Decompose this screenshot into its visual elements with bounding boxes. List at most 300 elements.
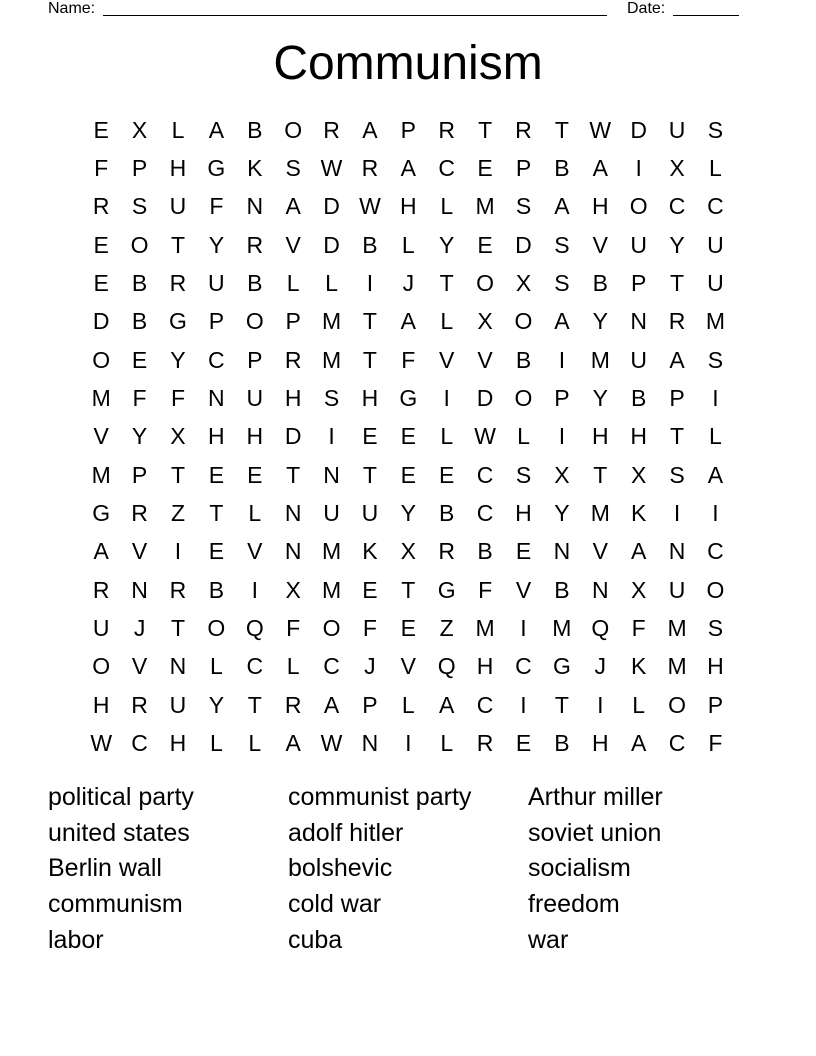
grid-letter: D	[476, 385, 494, 412]
grid-letter: Y	[592, 308, 608, 335]
word-list-item: communist party	[288, 783, 472, 811]
grid-letter: M	[475, 193, 495, 220]
grid-letter: S	[707, 615, 724, 642]
grid-letter: T	[286, 461, 301, 488]
grid-letter: L	[440, 730, 454, 757]
grid-letter: A	[362, 116, 378, 143]
word-list-item: labor	[48, 925, 104, 954]
grid-letter: S	[554, 270, 570, 297]
grid-letter: A	[323, 691, 340, 718]
grid-letter: A	[630, 538, 647, 565]
grid-letter: M	[552, 615, 572, 642]
grid-letter: B	[208, 576, 225, 603]
grid-letter: R	[323, 116, 340, 143]
grid-letter: H	[169, 155, 187, 182]
grid-letter: O	[514, 385, 533, 412]
grid-letter: I	[558, 346, 566, 373]
grid-letter: A	[208, 116, 225, 143]
grid-letter: N	[553, 538, 571, 565]
grid-letter: Y	[554, 500, 570, 527]
grid-letter: O	[207, 615, 226, 642]
word-list-item: soviet union	[528, 818, 662, 847]
word-list-item: adolf hitler	[288, 818, 404, 847]
grid-letter: Y	[592, 385, 608, 412]
grid-letter: N	[668, 538, 686, 565]
grid-letter: B	[247, 116, 263, 143]
grid-letter: L	[286, 653, 300, 680]
grid-letter: G	[552, 653, 571, 680]
word-list-item: political party	[48, 783, 194, 811]
grid-letter: B	[554, 576, 570, 603]
grid-letter: E	[400, 461, 416, 488]
grid-letter: F	[94, 155, 109, 182]
grid-letter: F	[631, 615, 646, 642]
grid-letter: U	[169, 193, 187, 220]
letter-grid	[82, 111, 735, 763]
grid-letter: W	[474, 423, 496, 450]
grid-letter: P	[669, 385, 685, 412]
grid-letter: C	[131, 730, 148, 757]
grid-letter: P	[400, 116, 416, 143]
grid-letter: K	[247, 155, 263, 182]
grid-letter: O	[92, 653, 111, 680]
grid-letter: E	[93, 116, 109, 143]
grid-letter: L	[248, 500, 262, 527]
grid-letter: N	[591, 576, 609, 603]
grid-letter: W	[90, 730, 113, 757]
grid-letter: I	[712, 385, 719, 412]
grid-letter: A	[439, 691, 455, 718]
date-label: Date:	[627, 0, 666, 17]
grid-letter: A	[93, 538, 109, 565]
word-list-item: socialism	[528, 854, 631, 883]
grid-letter: M	[590, 346, 610, 373]
grid-letter: K	[362, 538, 378, 565]
grid-letter: L	[401, 231, 415, 258]
grid-letter: D	[92, 308, 110, 335]
grid-letter: I	[520, 615, 527, 642]
grid-letter: V	[247, 538, 263, 565]
grid-letter: L	[632, 691, 646, 718]
grid-letter: I	[405, 730, 412, 757]
grid-letter: R	[476, 730, 494, 757]
grid-letter: N	[284, 538, 302, 565]
word-list	[48, 780, 768, 958]
grid-letter: T	[670, 423, 685, 450]
grid-letter: B	[131, 270, 148, 297]
grid-letter: X	[400, 538, 416, 565]
grid-letter: S	[669, 461, 685, 488]
grid-letter: O	[284, 116, 303, 143]
grid-letter: C	[707, 193, 724, 220]
grid-letter: R	[361, 155, 379, 182]
grid-letter: H	[515, 500, 532, 527]
grid-letter: N	[246, 193, 264, 220]
grid-letter: B	[362, 231, 378, 258]
grid-letter: N	[131, 576, 148, 603]
grid-letter: I	[635, 155, 642, 182]
grid-letter: I	[597, 691, 604, 718]
grid-letter: V	[285, 231, 301, 258]
grid-letter: R	[92, 576, 110, 603]
grid-letter: U	[668, 116, 686, 143]
grid-letter: T	[209, 500, 224, 527]
grid-letter: H	[361, 385, 379, 412]
date-blank-line	[673, 15, 739, 16]
grid-letter: J	[364, 653, 376, 680]
grid-letter: E	[400, 423, 416, 450]
grid-letter: P	[208, 308, 225, 335]
grid-letter: L	[440, 308, 454, 335]
grid-letter: F	[132, 385, 147, 412]
word-list-item: united states	[48, 818, 190, 847]
grid-letter: P	[131, 461, 148, 488]
grid-letter: Y	[439, 231, 455, 258]
grid-letter: U	[668, 576, 686, 603]
grid-letter: E	[93, 231, 109, 258]
grid-letter: O	[514, 308, 533, 335]
grid-letter: G	[169, 308, 187, 335]
grid-letter: H	[591, 423, 609, 450]
grid-letter: C	[208, 346, 225, 373]
grid-letter: M	[667, 615, 687, 642]
grid-letter: C	[438, 155, 456, 182]
grid-letter: U	[169, 691, 187, 718]
name-label: Name:	[48, 0, 96, 17]
grid-letter: L	[709, 155, 722, 182]
grid-letter: M	[91, 461, 111, 488]
grid-letter: H	[591, 730, 609, 757]
grid-letter: B	[554, 155, 570, 182]
grid-letter: X	[170, 423, 186, 450]
grid-letter: B	[515, 346, 532, 373]
grid-letter: T	[478, 116, 493, 143]
grid-letter: A	[592, 155, 608, 182]
grid-letter: R	[515, 116, 532, 143]
grid-letter: X	[669, 155, 685, 182]
grid-letter: E	[362, 576, 378, 603]
grid-letter: B	[247, 270, 263, 297]
grid-letter: T	[362, 461, 377, 488]
grid-letter: W	[320, 155, 343, 182]
grid-letter: M	[321, 538, 342, 565]
grid-letter: P	[515, 155, 532, 182]
grid-letter: T	[170, 461, 185, 488]
grid-letter: K	[630, 500, 647, 527]
grid-letter: X	[131, 116, 148, 143]
grid-letter: E	[515, 730, 532, 757]
grid-letter: S	[285, 155, 301, 182]
grid-letter: Y	[400, 500, 416, 527]
grid-letter: S	[323, 385, 340, 412]
grid-letter: C	[515, 653, 532, 680]
grid-letter: H	[169, 730, 187, 757]
grid-letter: P	[285, 308, 301, 335]
grid-letter: L	[248, 730, 262, 757]
grid-letter: H	[400, 193, 417, 220]
grid-letter: L	[709, 423, 722, 450]
grid-letter: A	[285, 193, 301, 220]
grid-letter: C	[246, 653, 264, 680]
grid-letter: I	[366, 270, 374, 297]
grid-letter: U	[361, 500, 379, 527]
grid-letter: X	[515, 270, 532, 297]
grid-letter: B	[477, 538, 493, 565]
grid-letter: P	[362, 691, 378, 718]
grid-letter: J	[594, 653, 607, 680]
grid-letter: F	[362, 615, 377, 642]
grid-letter: P	[131, 155, 148, 182]
grid-letter: T	[439, 270, 454, 297]
grid-letter: O	[92, 346, 111, 373]
grid-letter: P	[707, 691, 724, 718]
grid-letter: N	[323, 461, 340, 488]
page-title: Communism	[273, 37, 543, 90]
grid-letter: C	[668, 193, 686, 220]
grid-letter: Q	[591, 615, 610, 642]
grid-letter: A	[554, 193, 570, 220]
grid-letter: E	[515, 538, 532, 565]
grid-letter: R	[668, 308, 686, 335]
name-blank-line	[103, 15, 607, 16]
grid-letter: E	[131, 346, 148, 373]
grid-letter: A	[400, 308, 416, 335]
grid-letter: M	[705, 308, 726, 335]
grid-letter: M	[321, 346, 342, 373]
grid-letter: A	[669, 346, 685, 373]
grid-letter: V	[592, 538, 608, 565]
grid-letter: A	[554, 308, 570, 335]
grid-letter: U	[323, 500, 340, 527]
grid-letter: Y	[669, 231, 685, 258]
grid-letter: O	[668, 691, 686, 718]
grid-letter: V	[400, 653, 416, 680]
word-list-item: cold war	[288, 890, 382, 919]
grid-letter: W	[359, 193, 381, 220]
grid-letter: H	[707, 653, 724, 680]
grid-letter: L	[517, 423, 530, 450]
grid-letter: O	[706, 576, 725, 603]
grid-letter: Y	[208, 691, 225, 718]
grid-letter: B	[554, 730, 570, 757]
grid-letter: C	[323, 653, 340, 680]
grid-letter: X	[630, 461, 647, 488]
grid-letter: R	[438, 538, 456, 565]
grid-letter: Y	[170, 346, 186, 373]
grid-letter: D	[284, 423, 302, 450]
grid-letter: L	[440, 193, 454, 220]
grid-letter: A	[630, 730, 647, 757]
grid-letter: S	[131, 193, 148, 220]
grid-letter: R	[131, 500, 148, 527]
grid-letter: T	[554, 691, 569, 718]
grid-letter: G	[92, 500, 111, 527]
grid-letter: F	[170, 385, 185, 412]
grid-letter: X	[554, 461, 570, 488]
grid-letter: T	[593, 461, 608, 488]
grid-letter: L	[401, 691, 415, 718]
grid-letter: I	[712, 500, 719, 527]
grid-letter: J	[402, 270, 415, 297]
grid-letter: H	[284, 385, 302, 412]
grid-letter: J	[133, 615, 146, 642]
grid-letter: N	[284, 500, 302, 527]
grid-letter: H	[476, 653, 494, 680]
grid-letter: L	[440, 423, 454, 450]
grid-letter: I	[443, 385, 450, 412]
grid-letter: O	[130, 231, 149, 258]
grid-letter: W	[320, 730, 343, 757]
grid-letter: T	[401, 576, 416, 603]
grid-letter: V	[439, 346, 455, 373]
grid-letter: U	[630, 346, 647, 373]
grid-letter: Y	[208, 231, 225, 258]
grid-letter: T	[554, 116, 569, 143]
grid-letter: M	[590, 500, 610, 527]
grid-letter: X	[285, 576, 301, 603]
grid-letter: I	[328, 423, 335, 450]
grid-letter: L	[209, 653, 223, 680]
grid-letter: D	[630, 116, 647, 143]
grid-letter: E	[208, 538, 225, 565]
grid-letter: R	[169, 576, 187, 603]
grid-letter: S	[515, 461, 532, 488]
grid-letter: Z	[439, 615, 454, 642]
grid-letter: I	[558, 423, 566, 450]
word-list-item: Arthur miller	[528, 783, 663, 811]
grid-letter: I	[174, 538, 182, 565]
grid-letter: I	[251, 576, 258, 603]
grid-letter: F	[209, 193, 224, 220]
grid-letter: D	[323, 231, 340, 258]
grid-letter: G	[399, 385, 418, 412]
grid-letter: B	[439, 500, 455, 527]
grid-letter: U	[208, 270, 225, 297]
word-list-item: war	[528, 925, 569, 954]
grid-letter: M	[321, 308, 342, 335]
grid-letter: F	[478, 576, 493, 603]
grid-letter: O	[476, 270, 495, 297]
grid-letter: I	[673, 500, 681, 527]
grid-letter: P	[554, 385, 570, 412]
grid-letter: B	[131, 308, 148, 335]
grid-letter: K	[630, 653, 647, 680]
grid-letter: A	[400, 155, 416, 182]
word-list-item: cuba	[288, 925, 343, 954]
grid-letter: I	[520, 691, 527, 718]
grid-letter: R	[169, 270, 187, 297]
grid-letter: V	[93, 423, 109, 450]
grid-letter: R	[284, 691, 302, 718]
grid-letter: E	[208, 461, 225, 488]
grid-letter: B	[592, 270, 608, 297]
grid-letter: M	[475, 615, 495, 642]
grid-letter: V	[131, 653, 148, 680]
grid-letter: A	[707, 461, 724, 488]
grid-letter: C	[668, 730, 686, 757]
grid-letter: H	[92, 691, 110, 718]
grid-letter: W	[589, 116, 612, 143]
word-list-item: bolshevic	[288, 854, 393, 883]
grid-letter: T	[170, 615, 185, 642]
grid-letter: X	[477, 308, 493, 335]
word-list-item: freedom	[528, 890, 620, 919]
grid-letter: O	[245, 308, 264, 335]
grid-letter: E	[439, 461, 455, 488]
grid-letter: E	[362, 423, 378, 450]
grid-letter: H	[208, 423, 225, 450]
grid-letter: S	[707, 346, 724, 373]
grid-letter: C	[476, 461, 494, 488]
grid-letter: N	[630, 308, 647, 335]
grid-letter: V	[515, 576, 532, 603]
grid-letter: E	[477, 231, 493, 258]
grid-letter: N	[169, 653, 187, 680]
grid-letter: U	[630, 231, 647, 258]
grid-letter: H	[630, 423, 647, 450]
grid-letter: P	[630, 270, 647, 297]
grid-letter: T	[170, 231, 185, 258]
grid-letter: V	[131, 538, 148, 565]
grid-letter: Q	[245, 615, 264, 642]
grid-letter: U	[707, 231, 724, 258]
grid-letter: E	[247, 461, 263, 488]
grid-letter: V	[592, 231, 608, 258]
grid-letter: V	[477, 346, 493, 373]
grid-letter: C	[476, 500, 494, 527]
grid-letter: F	[286, 615, 301, 642]
grid-letter: H	[246, 423, 264, 450]
grid-letter: M	[667, 653, 687, 680]
grid-letter: E	[400, 615, 416, 642]
grid-letter: O	[322, 615, 341, 642]
grid-letter: T	[247, 691, 262, 718]
grid-letter: Q	[437, 653, 456, 680]
grid-letter: R	[438, 116, 456, 143]
grid-letter: A	[285, 730, 301, 757]
word-list-item: communism	[48, 890, 183, 919]
grid-letter: S	[707, 116, 724, 143]
grid-letter: L	[209, 730, 223, 757]
grid-letter: E	[477, 155, 493, 182]
grid-letter: U	[92, 615, 110, 642]
grid-letter: B	[630, 385, 647, 412]
grid-letter: X	[630, 576, 647, 603]
grid-letter: M	[91, 385, 111, 412]
grid-letter: U	[707, 270, 724, 297]
grid-letter: L	[325, 270, 338, 297]
grid-letter: M	[321, 576, 342, 603]
grid-letter: N	[208, 385, 225, 412]
grid-letter: P	[247, 346, 263, 373]
grid-letter: F	[708, 730, 723, 757]
grid-letter: F	[401, 346, 416, 373]
grid-letter: R	[284, 346, 302, 373]
grid-letter: G	[437, 576, 456, 603]
grid-letter: S	[554, 231, 570, 258]
grid-letter: E	[93, 270, 109, 297]
grid-letter: Z	[170, 500, 185, 527]
grid-letter: T	[362, 346, 377, 373]
grid-letter: U	[246, 385, 264, 412]
grid-letter: G	[207, 155, 226, 182]
grid-letter: L	[286, 270, 300, 297]
grid-letter: D	[515, 231, 532, 258]
grid-letter: Y	[131, 423, 148, 450]
grid-letter: C	[476, 691, 494, 718]
grid-letter: C	[707, 538, 724, 565]
grid-letter: H	[591, 193, 609, 220]
